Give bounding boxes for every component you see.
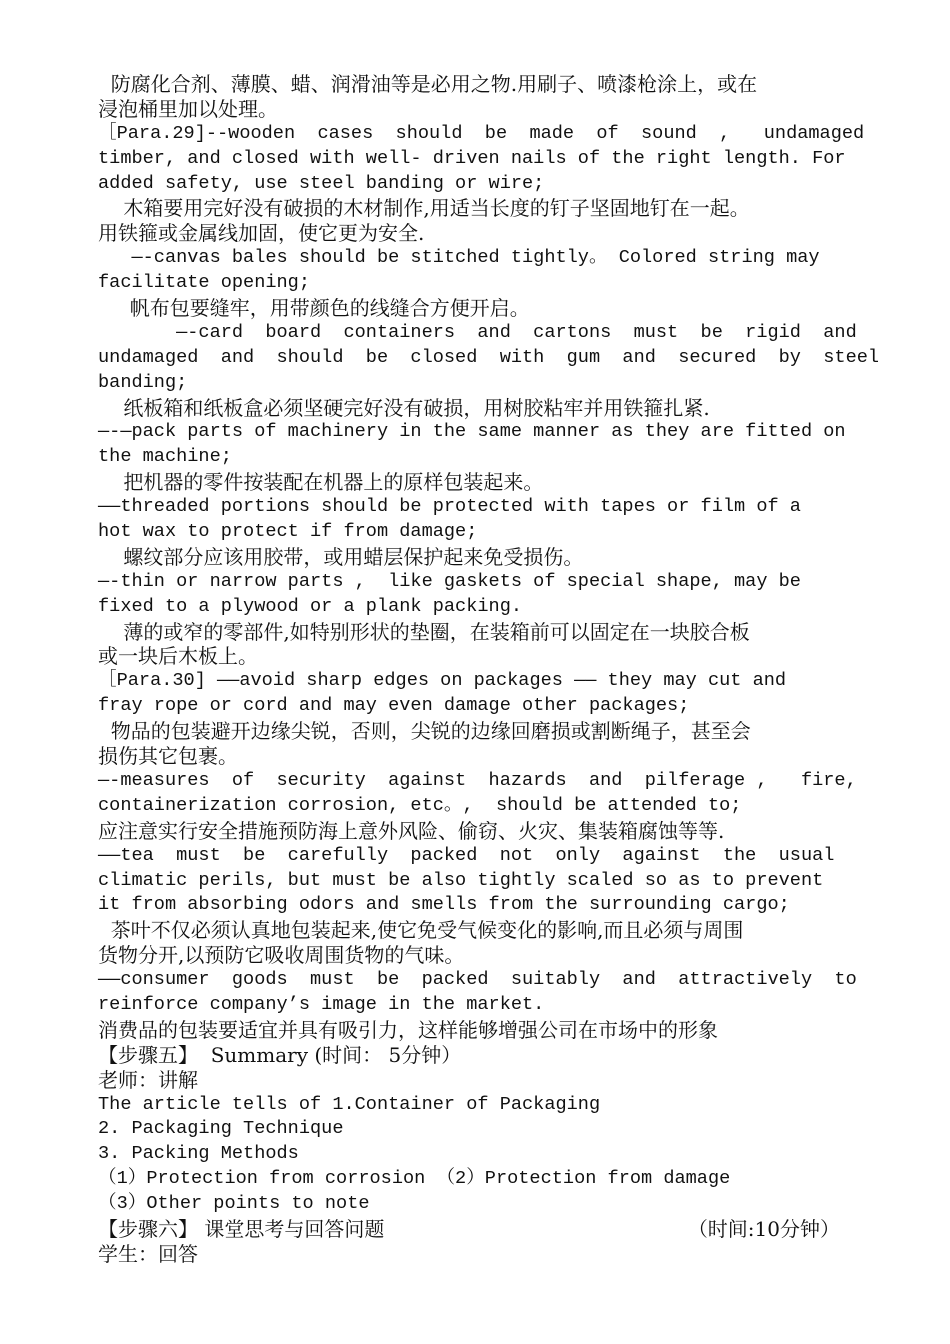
text-line: —-thin or narrow parts , like gaskets of special shape, may be bbox=[98, 570, 801, 592]
text-line: undamaged and should be closed with gum and secured by steel bbox=[98, 346, 880, 368]
text-line: added safety, use steel banding or wire; bbox=[98, 172, 545, 194]
text-line: climatic perils, but must be also tightly scaled so as to prevent bbox=[98, 869, 824, 891]
text-line: timber, and closed with well- driven nails of the right length. For bbox=[98, 147, 846, 169]
summary-line: （1）Protection from corrosion （2）Protection from damage bbox=[98, 1168, 731, 1190]
text-line: —-canvas bales should be stitched tightly。 Colored string may bbox=[98, 247, 820, 269]
text-line: the machine; bbox=[98, 446, 232, 468]
text-line: facilitate opening; bbox=[98, 272, 311, 294]
text-line: fixed to a plywood or a plank packing. bbox=[98, 595, 523, 617]
step6-time: （时间:10分钟） bbox=[687, 1216, 840, 1241]
text-line: banding; bbox=[98, 371, 188, 393]
text-line: ——threaded portions should be protected with tapes or film of a bbox=[98, 496, 801, 518]
step6-heading: 【步骤六】 课堂思考与回答问题 bbox=[98, 1216, 385, 1241]
text-line: ——consumer goods must be packed suitably and attractively to bbox=[98, 969, 857, 991]
text-line: —-—pack parts of machinery in the same manner as they are fitted on bbox=[98, 421, 846, 443]
text-line: 应注意实行安全措施预防海上意外风险、偷窃、火灾、集装箱腐蚀等等. bbox=[98, 818, 725, 843]
para-30-heading: ［Para.30] ——avoid sharp edges on packages —— they may cut and bbox=[98, 670, 787, 692]
summary-line: The article tells of 1.Container of Packaging bbox=[98, 1093, 601, 1115]
text-line: 货物分开,以预防它吸收周围货物的气味。 bbox=[98, 943, 465, 968]
teacher-label: 老师：讲解 bbox=[98, 1067, 198, 1092]
text-line: 把机器的零件按装配在机器上的原样包装起来。 bbox=[98, 470, 544, 495]
text-line: fray rope or cord and may even damage other packages; bbox=[98, 695, 690, 717]
para-29-heading: ［Para.29]--wooden cases should be made of sound , undamaged bbox=[98, 122, 865, 144]
text-line: 或一块后木板上。 bbox=[98, 644, 258, 669]
summary-line: （3）Other points to note bbox=[98, 1193, 370, 1215]
text-line: 浸泡桶里加以处理。 bbox=[98, 96, 278, 121]
text-line: 木箱要用完好没有破损的木材制作,用适当长度的钉子坚固地钉在一起。 bbox=[98, 196, 750, 221]
step6-row bbox=[98, 1217, 854, 1242]
text-line: 用铁箍或金属线加固，使它更为安全. bbox=[98, 221, 425, 246]
text-line: ——tea must be carefully packed not only against the usual bbox=[98, 844, 835, 866]
student-label: 学生：回答 bbox=[98, 1241, 198, 1266]
text-line: 纸板箱和纸板盒必须坚硬完好没有破损，用树胶粘牢并用铁箍扎紧. bbox=[98, 395, 710, 420]
text-line: it from absorbing odors and smells from the surrounding cargo; bbox=[98, 894, 790, 916]
text-line: hot wax to protect if from damage; bbox=[98, 521, 478, 543]
text-line: 薄的或窄的零部件,如特别形状的垫圈，在装箱前可以固定在一块胶合板 bbox=[98, 619, 750, 644]
text-line: —-measures of security against hazards and pilferage , fire, bbox=[98, 769, 857, 791]
text-line: 螺纹部分应该用胶带，或用蜡层保护起来免受损伤。 bbox=[98, 544, 584, 569]
summary-line: 3. Packing Methods bbox=[98, 1143, 299, 1165]
text-line: 物品的包装避开边缘尖锐，否则，尖锐的边缘回磨损或割断绳子，甚至会 bbox=[98, 719, 751, 744]
step5-heading: 【步骤五】 Summary (时间： 5分钟） bbox=[98, 1042, 462, 1067]
text-line: —-card board containers and cartons must be rigid and bbox=[98, 321, 857, 343]
text-line: 茶叶不仅必须认真地包装起来,使它免受气候变化的影响,而且必须与周围 bbox=[98, 918, 744, 943]
text-line: 帆布包要缝牢，用带颜色的线缝合方便开启。 bbox=[98, 296, 530, 321]
summary-line: 2. Packaging Technique bbox=[98, 1118, 344, 1140]
text-line: 损伤其它包裹。 bbox=[98, 744, 238, 769]
text-line: 消费品的包装要适宜并具有吸引力，这样能够增强公司在市场中的形象 bbox=[98, 1017, 718, 1042]
text-line: containerization corrosion, etc。, should be attended to; bbox=[98, 794, 742, 816]
text-line: reinforce company’s image in the market. bbox=[98, 993, 545, 1015]
text-line: 防腐化合剂、薄膜、蜡、润滑油等是必用之物.用刷子、喷漆枪涂上，或在 bbox=[98, 72, 758, 96]
